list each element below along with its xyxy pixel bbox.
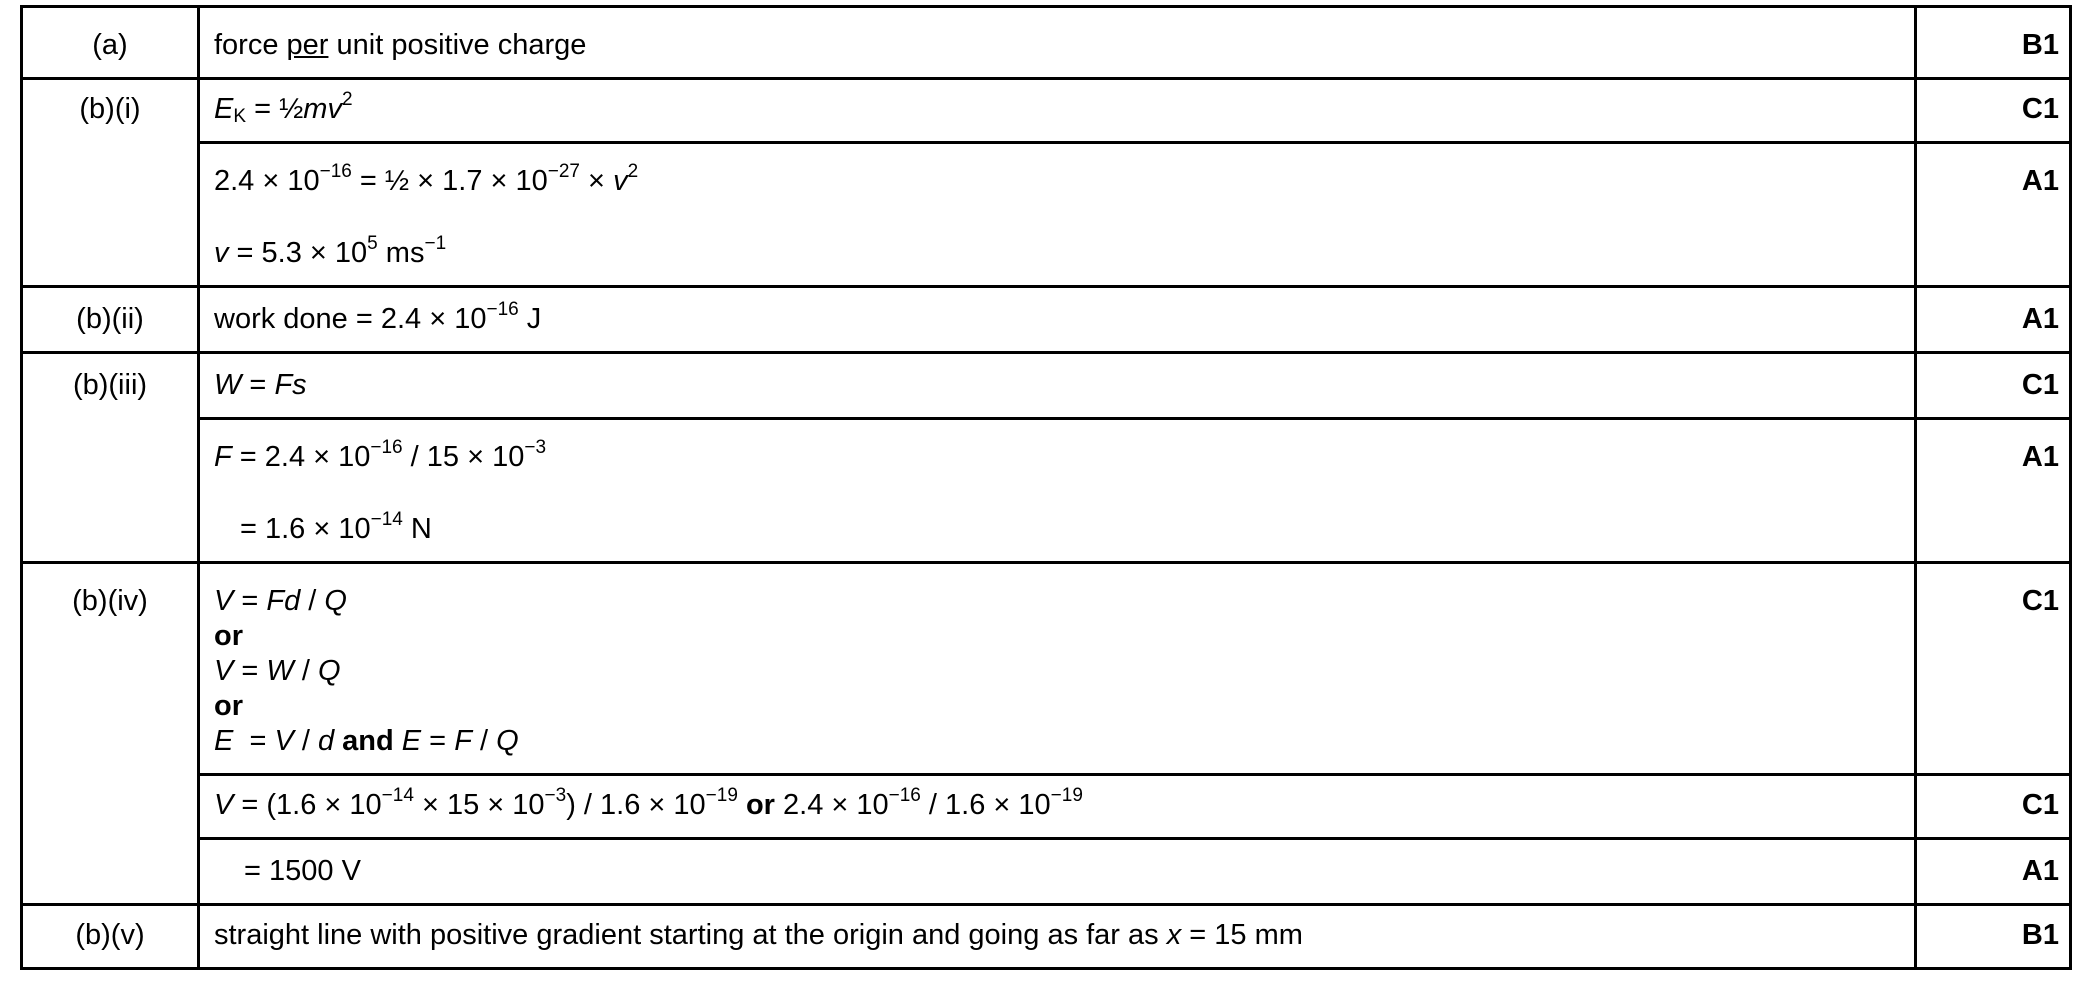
- answer-cell: [199, 419, 1916, 563]
- row-b-iii-2: [22, 419, 2071, 563]
- answer-line: = 1500 V: [244, 855, 361, 887]
- question-label: (b)(iv): [22, 563, 199, 905]
- row-a: [22, 7, 2071, 79]
- answer-cell: [199, 775, 1916, 839]
- question-label: (b)(ii): [22, 287, 199, 353]
- mark-cell: C1: [1916, 79, 2071, 143]
- or-text: or: [214, 620, 243, 652]
- answer-line: $v = 5.3 \times 10^5$ $ms^{-1}$: [214, 233, 447, 269]
- row-b-ii: [22, 287, 2071, 353]
- mark-cell: C1: [1916, 775, 2071, 839]
- underlined-word: per: [286, 29, 329, 61]
- mark-scheme-table: [20, 5, 2072, 970]
- row-b-iv-2: [22, 775, 2071, 839]
- answer-line: V = W / Q: [214, 655, 341, 687]
- answer-line: straight line with positive gradient starting at the origin and going as far as x = 15 mm: [214, 919, 1303, 951]
- answer-line: $F = 2.4 \times 10^{-16} / 15 \times 10^{-3}$: [214, 437, 547, 473]
- row-b-iv-3: [22, 839, 2071, 905]
- row-b-iii-1: [22, 353, 2071, 419]
- answer-line: V = Fd / Q: [214, 585, 347, 617]
- row-b-i-1: [22, 79, 2071, 143]
- mark-cell: B1: [1916, 7, 2071, 79]
- mark-cell: B1: [1916, 905, 2071, 969]
- mark-cell: C1: [1916, 563, 2071, 775]
- answer-line: $V = (1.6 \times 10^{-14} \times 15 \times 10^{-3}) / 1.6 \times 10^{-19}$ or $2.4 \times 10^{-16} / 1.6 \times 10^{-19}$: [214, 785, 1083, 821]
- answer-line: = $1.6 \times 10^{-14}$ N: [240, 509, 432, 545]
- answer-cell: [199, 143, 1916, 287]
- mark-cell: A1: [1916, 143, 2071, 287]
- answer-cell: [199, 905, 1916, 969]
- question-label: (b)(i): [22, 79, 199, 287]
- answer-line: $2.4 \times 10^{-16}$ = ½ × $1.7 \times 10^{-27} \times v^2$: [214, 161, 639, 197]
- question-label: (a): [22, 7, 199, 79]
- mark-cell: A1: [1916, 839, 2071, 905]
- answer-line: W = Fs: [214, 369, 307, 401]
- mark-cell: A1: [1916, 287, 2071, 353]
- answer-cell: [199, 7, 1916, 79]
- answer-cell: [199, 79, 1916, 143]
- row-b-v: [22, 905, 2071, 969]
- answer-line: force per unit positive charge: [214, 29, 587, 61]
- question-label: (b)(iii): [22, 353, 199, 563]
- row-b-i-2: [22, 143, 2071, 287]
- answer-cell: [199, 839, 1916, 905]
- answer-line: $E_K$ = $\frac{1}{2}mv^2$: [214, 89, 353, 127]
- mark-cell: C1: [1916, 353, 2071, 419]
- question-label: (b)(v): [22, 905, 199, 969]
- or-text: or: [214, 690, 243, 722]
- mark-cell: A1: [1916, 419, 2071, 563]
- row-b-iv-1: [22, 563, 2071, 775]
- answer-cell: [199, 353, 1916, 419]
- answer-line: work done = $2.4 \times 10^{-16}$ J: [214, 299, 542, 335]
- answer-cell: [199, 563, 1916, 775]
- answer-line: E = V / d and E = F / Q: [214, 725, 519, 757]
- answer-cell: [199, 287, 1916, 353]
